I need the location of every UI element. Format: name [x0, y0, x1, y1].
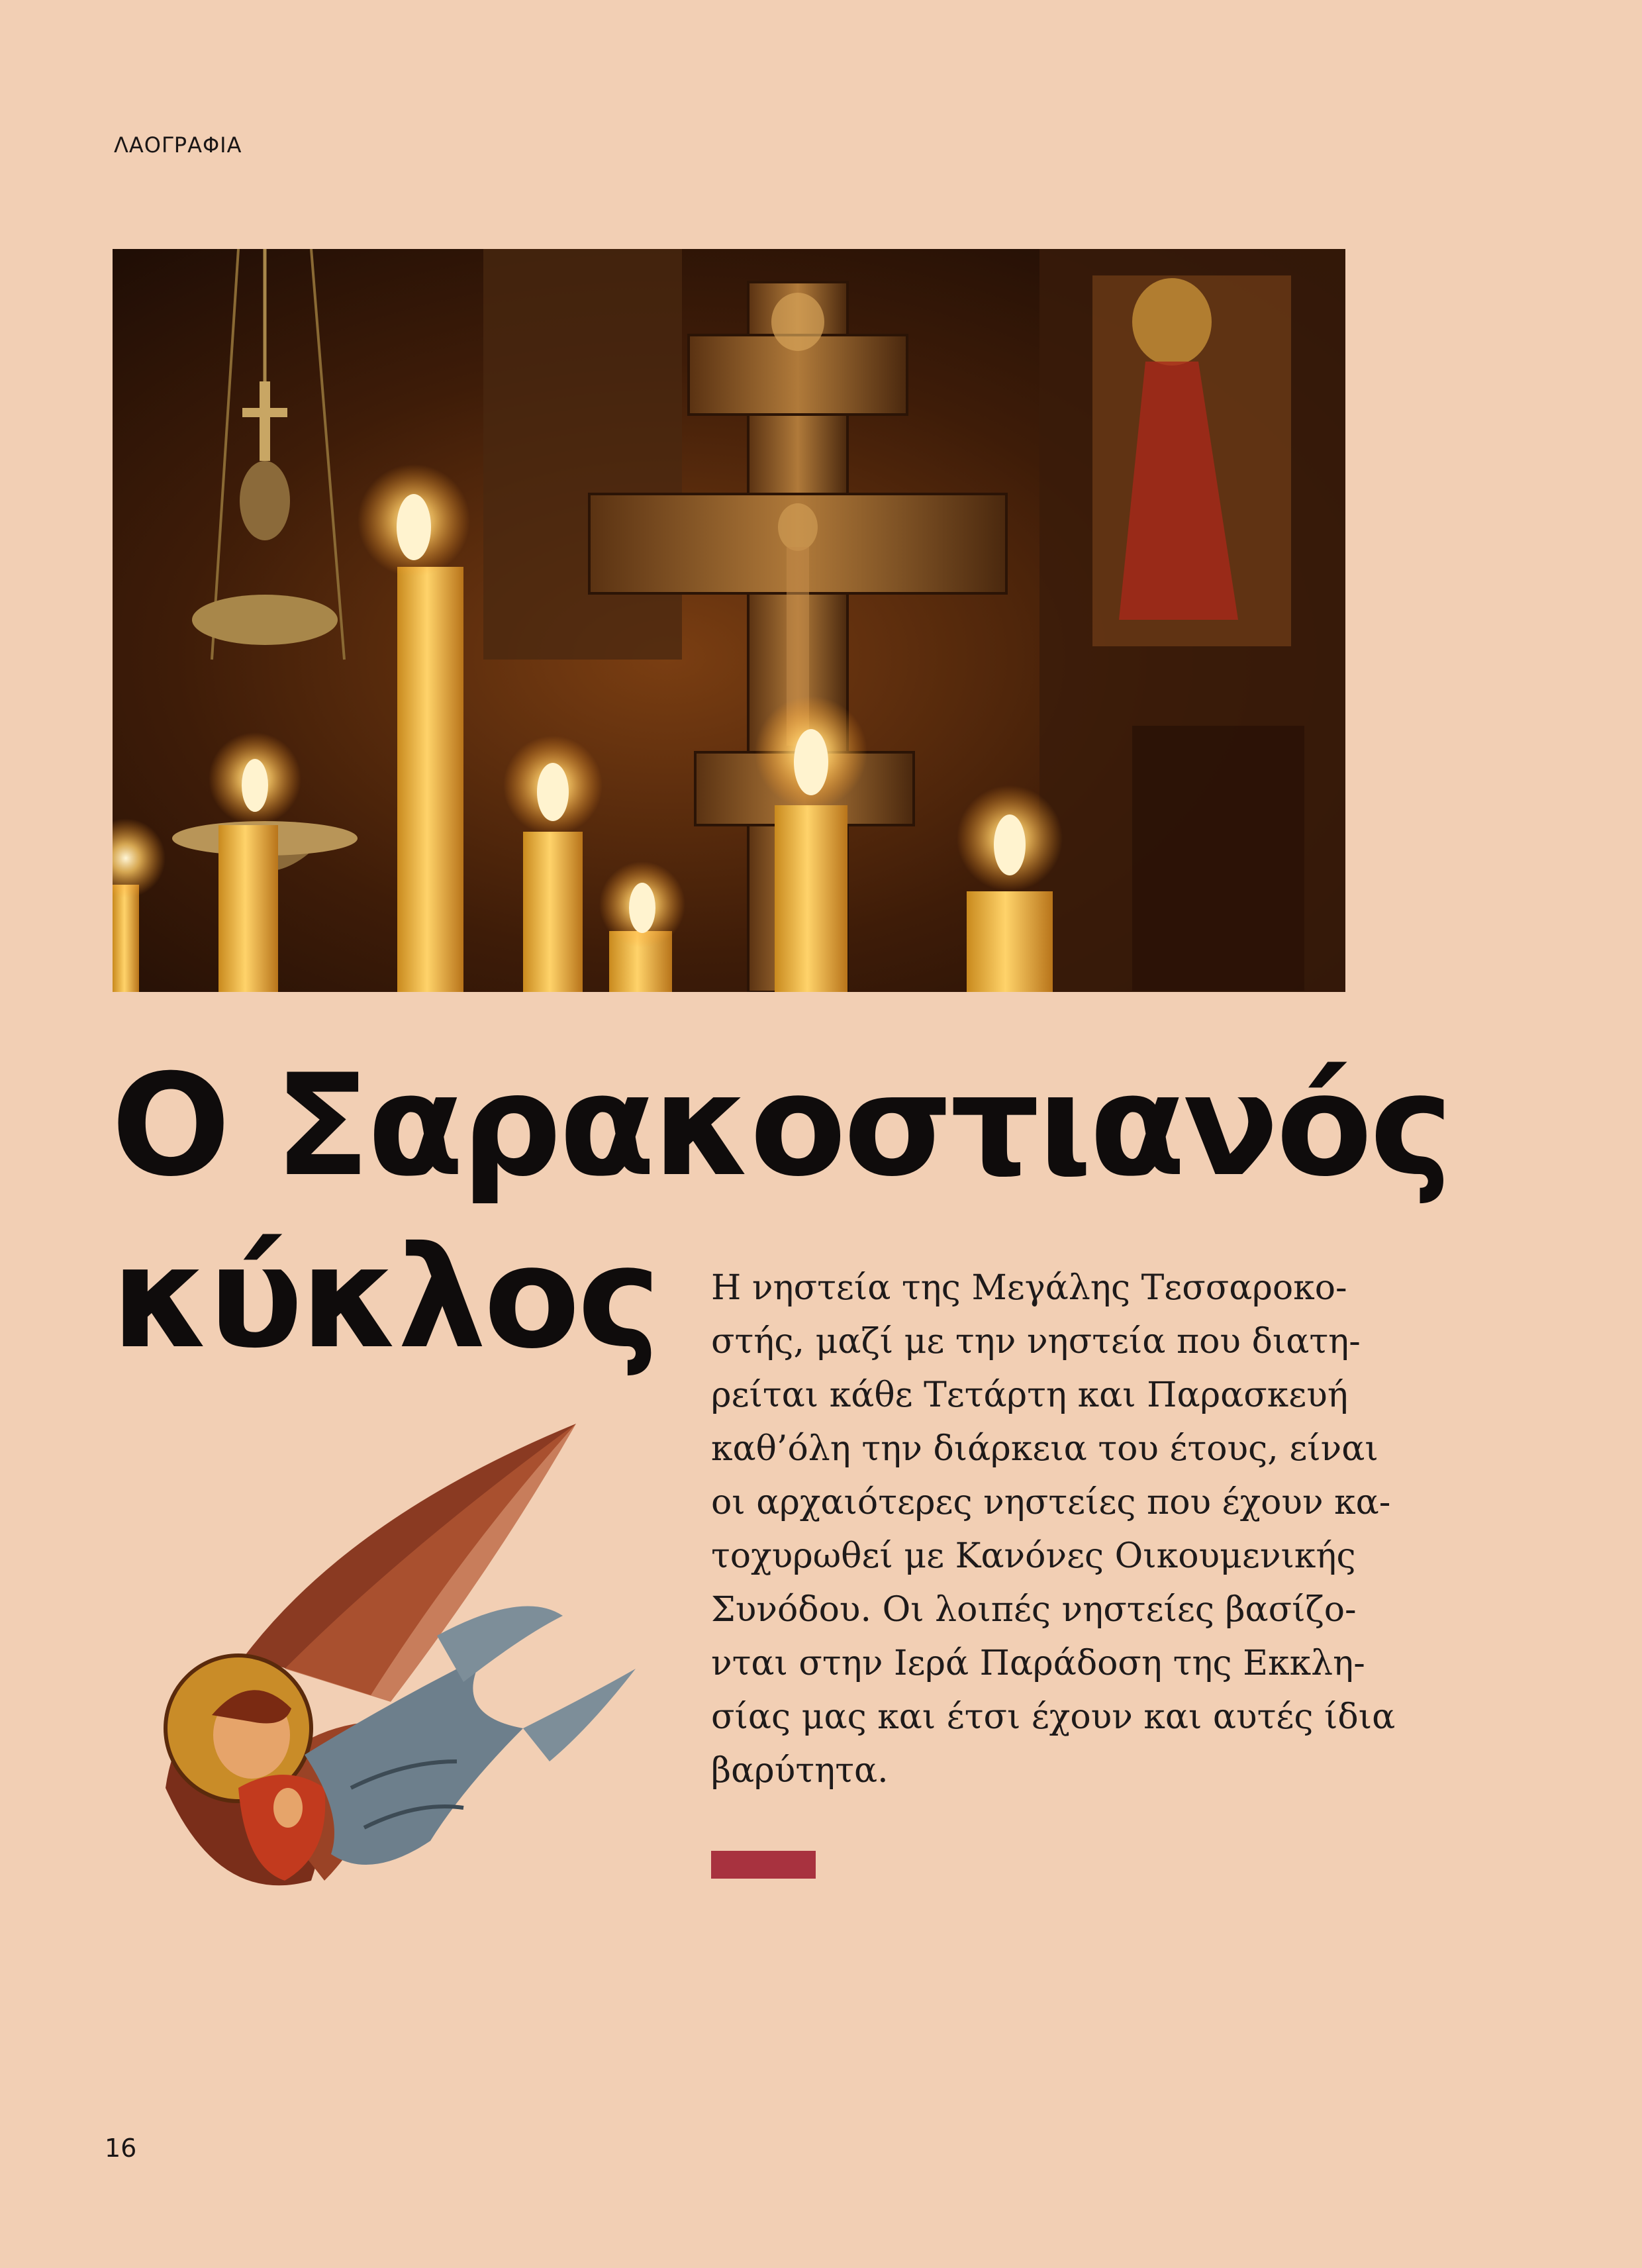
section-label: ΛΑΟΓΡΑΦΙΑ	[114, 132, 242, 158]
intro-line: οι αρχαιότερες νηστείες που έχουν κα-	[711, 1483, 1391, 1522]
title-line-2: κύκλος	[111, 1216, 658, 1379]
intro-line: τοχυρωθεί με Κανόνες Οικουμενικής	[711, 1536, 1356, 1576]
intro-line: σίας μας και έτσι έχουν και αυτές ίδια	[711, 1697, 1396, 1737]
page-number: 16	[105, 2134, 137, 2163]
cross-and-candles-icon	[113, 249, 1345, 992]
intro-line: στής, μαζί με την νηστεία που διατη-	[711, 1322, 1361, 1361]
byzantine-angel-icon	[152, 1417, 655, 1907]
intro-line: Η νηστεία της Μεγάλης Τεσσαροκο-	[711, 1268, 1347, 1308]
intro-line: Συνόδου. Οι λοιπές νηστείες βασίζο-	[711, 1590, 1357, 1630]
accent-bar	[711, 1851, 816, 1879]
angel-illustration	[152, 1417, 655, 1907]
intro-line: ρείται κάθε Τετάρτη και Παρασκευή	[711, 1375, 1348, 1415]
intro-line: βαρύτητα.	[711, 1751, 889, 1791]
intro-line: καθ’όλη την διάρκεια του έτους, είναι	[711, 1429, 1378, 1469]
hero-photo	[113, 249, 1345, 992]
article-intro	[711, 1261, 1396, 1798]
title-line-1: Ο Σαρακοστιανός	[111, 1044, 1451, 1207]
intro-line: νται στην Ιερά Παράδοση της Εκκλη-	[711, 1644, 1365, 1683]
